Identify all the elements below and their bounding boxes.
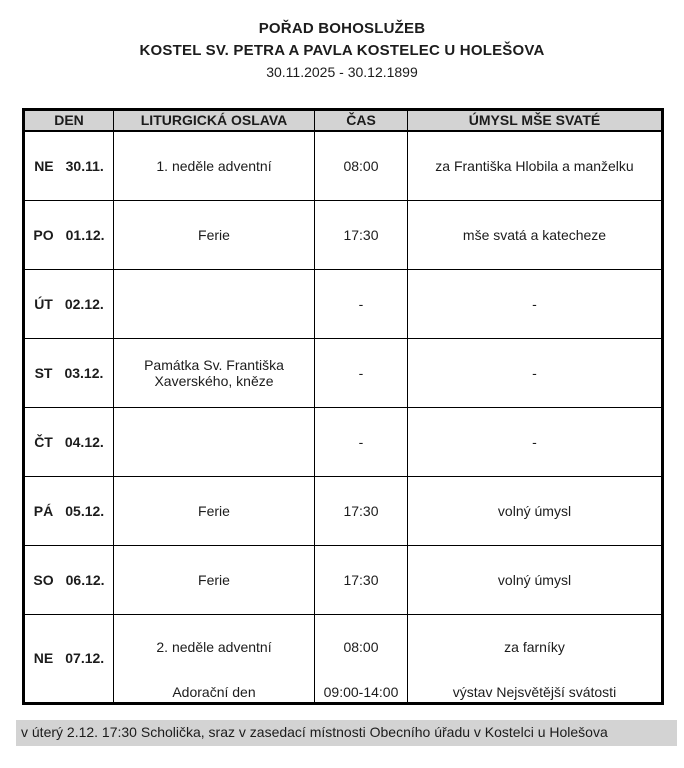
celebration-line-2: Adorační den — [172, 683, 256, 700]
day-date: 07.12. — [65, 650, 105, 666]
time-cell: 17:30 — [315, 200, 408, 269]
intention-cell: volný úmysl — [408, 545, 663, 614]
day-cell — [24, 476, 114, 545]
schedule-table — [22, 108, 664, 705]
intention-cell: - — [408, 407, 663, 476]
time-cell: - — [315, 338, 408, 407]
intention-line-1: za farníky — [504, 638, 565, 655]
time-line-2: 09:00-14:00 — [323, 683, 399, 700]
intention-cell: - — [408, 269, 663, 338]
header-row — [24, 109, 663, 131]
day-cell — [24, 338, 114, 407]
table-row — [24, 407, 663, 476]
day-date: 02.12. — [64, 295, 104, 312]
day-abbr: NE — [34, 157, 54, 174]
table-row — [24, 338, 663, 407]
time-cell: 17:30 — [315, 476, 408, 545]
time-cell — [315, 614, 408, 703]
schedule-table-wrap — [22, 108, 684, 705]
table-row — [24, 269, 663, 338]
day-abbr: PO — [33, 226, 54, 243]
table-row — [24, 131, 663, 201]
intention-cell: volný úmysl — [408, 476, 663, 545]
day-abbr: SO — [33, 571, 54, 588]
day-date: 04.12. — [64, 433, 104, 450]
table-row — [24, 200, 663, 269]
celebration-cell — [114, 407, 315, 476]
day-date: 30.11. — [65, 157, 104, 174]
day-cell — [24, 545, 114, 614]
table-row — [24, 545, 663, 614]
intention-cell: mše svatá a katecheze — [408, 200, 663, 269]
celebration-cell — [114, 338, 315, 407]
day-date: 05.12. — [65, 502, 105, 519]
page-title: POŘAD BOHOSLUŽEB — [258, 20, 426, 37]
date-range: 30.11.2025 - 30.12.1899 — [266, 63, 418, 80]
column-header-celebration: LITURGICKÁ OSLAVA — [114, 109, 315, 131]
time-cell: - — [315, 407, 408, 476]
time-cell: 08:00 — [315, 131, 408, 201]
celebration-line-1: 2. neděle adventní — [156, 638, 272, 655]
celebration-cell: Ferie — [114, 476, 315, 545]
time-line-1: 08:00 — [343, 638, 379, 655]
table-row — [24, 614, 663, 703]
day-date: 01.12. — [65, 226, 105, 243]
column-header-day: DEN — [24, 109, 114, 131]
intention-cell: za Františka Hlobila a manželku — [408, 131, 663, 201]
day-abbr: ST — [34, 364, 53, 381]
day-abbr: ČT — [34, 433, 53, 450]
day-abbr: NE — [33, 650, 54, 666]
day-abbr: ÚT — [34, 295, 53, 312]
celebration-cell — [114, 269, 315, 338]
day-cell — [24, 407, 114, 476]
time-cell: 17:30 — [315, 545, 408, 614]
celebration-cell: 1. neděle adventní — [114, 131, 315, 201]
intention-line-2: výstav Nejsvětější svátosti — [452, 683, 617, 700]
day-abbr: PÁ — [33, 502, 54, 519]
table-row — [24, 476, 663, 545]
column-header-time: ČAS — [315, 109, 408, 131]
day-date: 06.12. — [65, 571, 105, 588]
celebration-cell: Ferie — [114, 545, 315, 614]
celebration-cell — [114, 614, 315, 703]
celebration-cell: Ferie — [114, 200, 315, 269]
day-cell — [24, 131, 114, 201]
page-subtitle: KOSTEL SV. PETRA A PAVLA KOSTELEC U HOLEŠOVA — [139, 41, 545, 59]
day-date: 03.12. — [64, 364, 104, 381]
day-cell — [24, 269, 114, 338]
celebration-text: Památka Sv. Františka Xaverského, kněze — [144, 356, 284, 389]
time-cell: - — [315, 269, 408, 338]
day-cell — [24, 200, 114, 269]
intention-cell: - — [408, 338, 663, 407]
announcement-note: v úterý 2.12. 17:30 Scholička, sraz v zasedací místnosti Obecního úřadu v Kostelci u Holešova — [16, 720, 677, 747]
intention-cell — [408, 614, 663, 703]
column-header-intention: ÚMYSL MŠE SVATÉ — [408, 109, 663, 131]
day-cell — [24, 614, 114, 703]
title-block — [0, 0, 684, 83]
